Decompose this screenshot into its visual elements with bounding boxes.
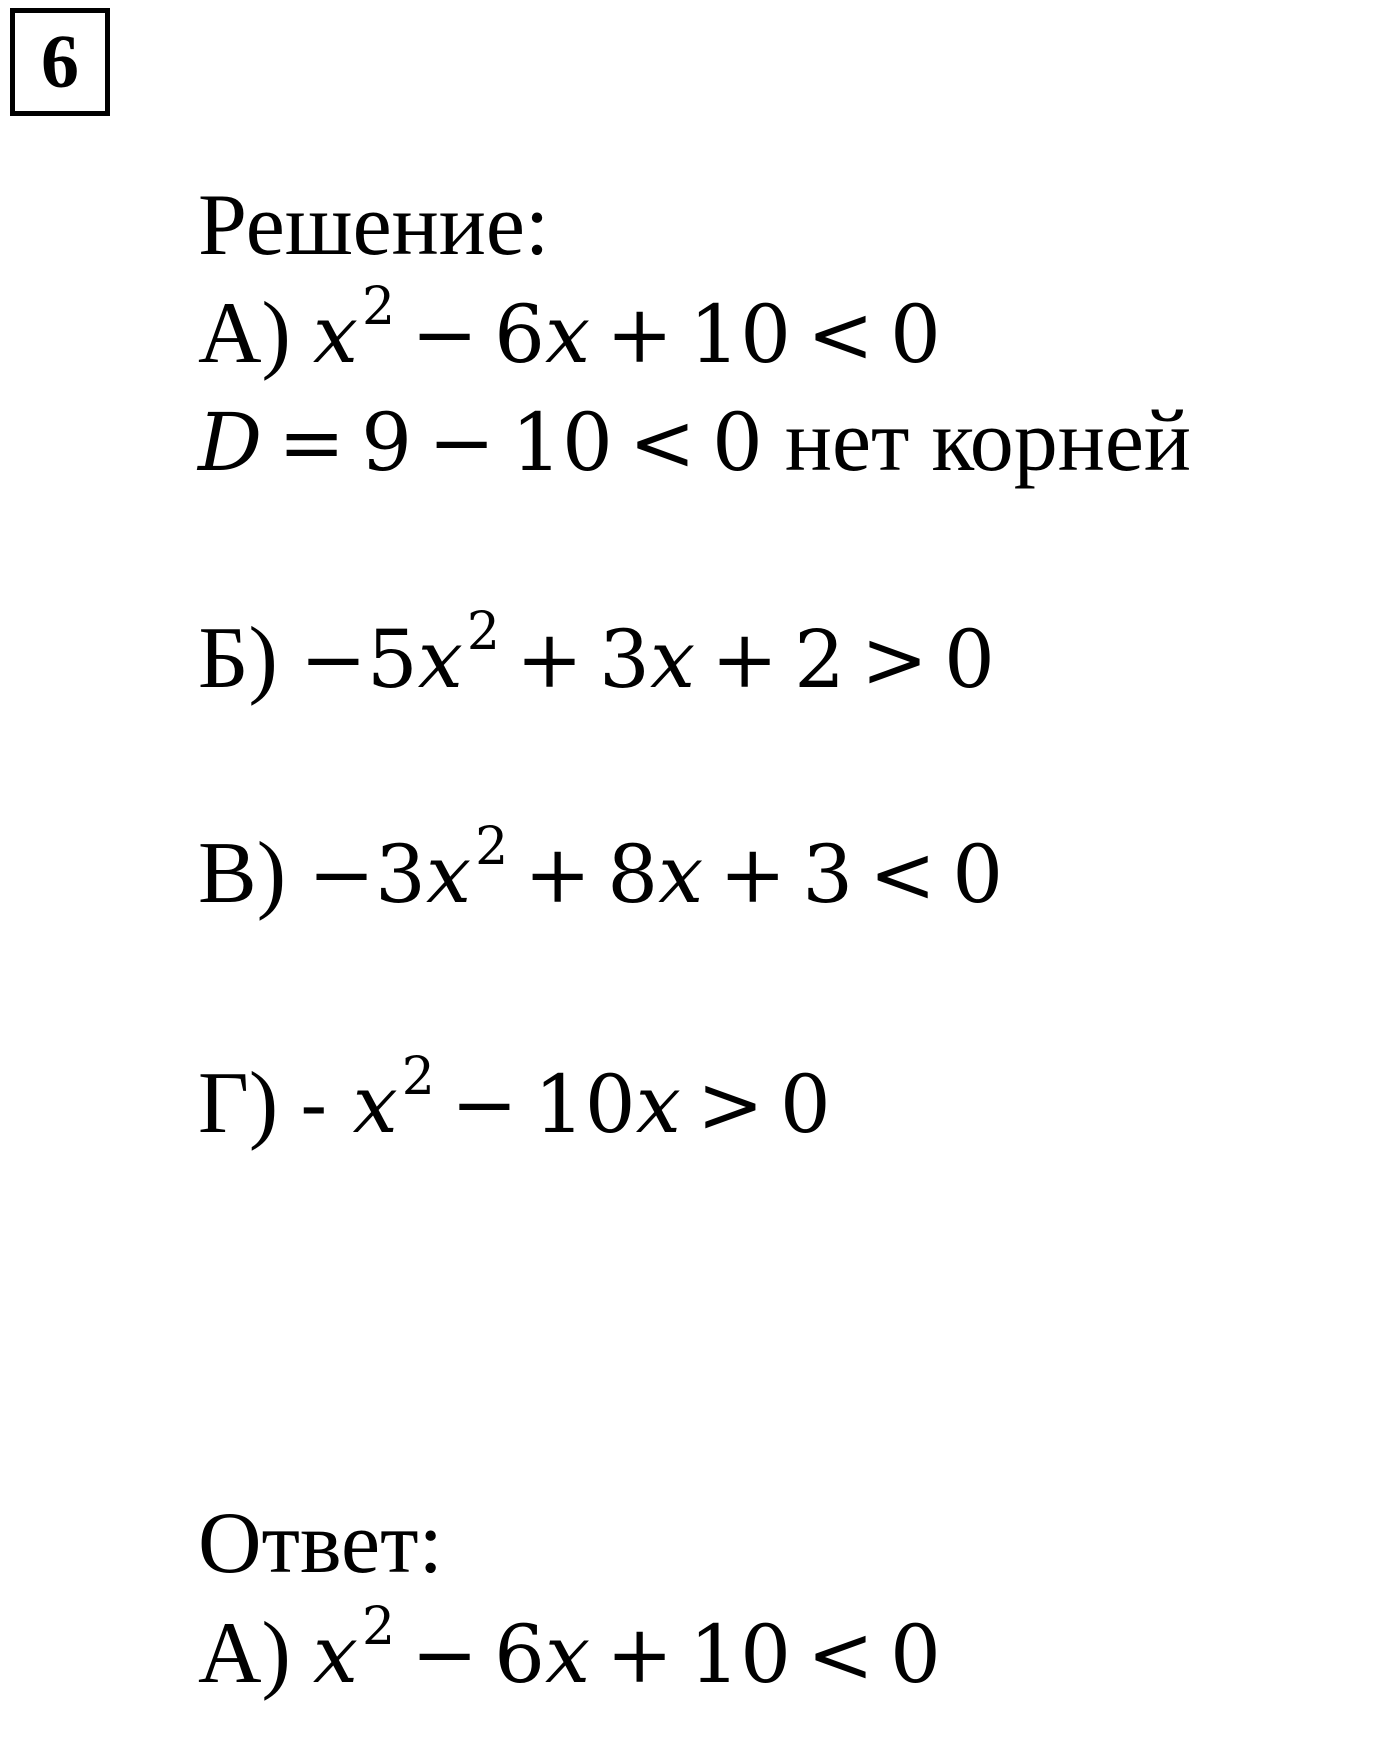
- item-v-expression: $-3x^2 + 8x + 3 < 0$: [308, 817, 1004, 921]
- item-b-label: Б): [198, 610, 278, 707]
- item-a-expression: $x^2 - 6x + 10 < 0$: [312, 277, 941, 381]
- task-number: 6: [41, 20, 79, 104]
- item-a: [198, 277, 941, 382]
- solution-label: Решение:: [198, 177, 550, 274]
- answer-expression: $x^2 - 6x + 10 < 0$: [312, 1597, 941, 1701]
- answer-label: Ответ:: [198, 1495, 444, 1592]
- item-g-label: Г): [198, 1055, 279, 1152]
- item-g: [198, 1047, 831, 1152]
- discriminant-expression: D = 9 − 10 < 0: [198, 396, 763, 489]
- discriminant-note: нет корней: [784, 393, 1191, 490]
- item-v: [198, 817, 1004, 922]
- item-g-expression: - $x^2 - 10x > 0$: [300, 1047, 831, 1151]
- item-b-expression: $-5x^2 + 3x + 2 > 0$: [299, 602, 995, 706]
- solution-heading: [198, 177, 550, 274]
- answer-item-label: А): [198, 1605, 291, 1702]
- item-a-label: А): [198, 285, 291, 382]
- item-b: [198, 602, 995, 707]
- discriminant-line: [198, 393, 1191, 490]
- answer-heading: [198, 1495, 444, 1592]
- item-v-label: В): [198, 825, 286, 922]
- task-number-box: [10, 8, 110, 116]
- answer-line: [198, 1597, 941, 1702]
